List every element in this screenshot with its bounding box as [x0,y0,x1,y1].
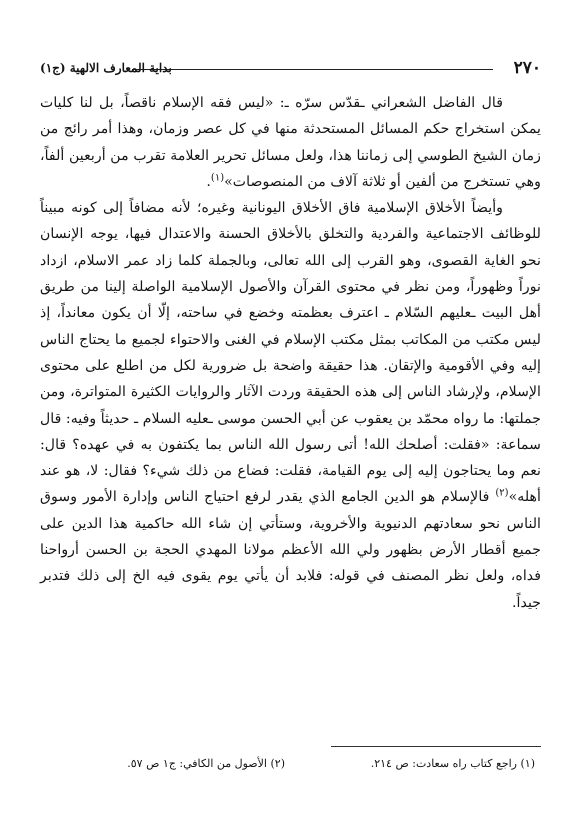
running-title: بداية المعارف الالهية (ج١) [40,61,172,75]
header-rule [132,69,493,70]
page-number: ٢٧٠ [513,58,541,78]
footnotes [40,754,541,778]
paragraph-text: قال الفاضل الشعراني ـقدّس سرّه ـ: «ليس فقه الإسلام ناقصاً، بل لنا كليات يمكن استخراج حكم المسائل المستحدثة منها في كل عصر وزمان، وهذا أمر رائج من زمان الشيخ الطوسي إلى زماننا هذا، ولعل مسائل تحرير العلامة تقرب من أربعين ألفاً، وهي تستخرج من ألفين أو ثلاثة آلاف من المنصوصات» [40,95,541,190]
footnote-1: (١) راجع كتاب راه سعادت: ص ٢١٤. [370,757,535,770]
paragraph-text: فالإسلام هو الدين الجامع الذي يقدر لرفع احتياج الناس وإدارة الأمور وسوق الناس نحو سعادتهم الدنيوية والأخروية، وستأتي إن شاء الله حاكمية هذا الدين على جميع أقطار الأرض بظهور ولي الله الأعظم مولانا المهدي الحجة بن الحسن أرواحنا فداه، ولعل نظر المصنف في قوله: فلابد أن يأتي يوم يقوى فيه الخ إلى ذلك فتدبر جيداً. [40,489,541,611]
paragraph [40,195,541,616]
paragraph-text: . [206,173,211,190]
footnote-reference[interactable]: (١) [210,172,225,184]
footnote-separator [331,746,541,747]
book-page [40,56,541,796]
footnote-2: (٢) الأصول من الكافي: ج١ ص ٥٧. [127,757,285,770]
footnote-reference[interactable]: (٢) [495,487,509,499]
main-text [40,90,541,616]
paragraph-text: وأيضاً الأخلاق الإسلامية فاق الأخلاق اليونانية وغيره؛ لأنه مضافاً إلى كونه مبيناً للوظائف الاجتماعية والفردية والتخلق بالأخلاق الحسنة والاعتدال فيها، يوجه الإنسان نحو الغاية القصوى، وهو القرب إلى الله تعالى، وبالجملة كلما زاد عمر الاسلام، ازداد نوراً وظهوراً، ومن نظر في محتوى القرآن والأصول الإسلامية الواصلة إلينا من طريق أهل البيت ـعليهم السّلام ـ اعترف بعظمته وخضع في ساحته، إلّا أن يكون معانداً، إذ ليس مكتب من المكاتب بمثل مكتب الإسلام في الغنى والاحتواء لجميع ما يحتاج الناس إليه وفي الأقومية والإتقان. هذا حقيقة واضحة بل ضرورية لكل من اطلع على محتوى الإسلام، ولإرشاد الناس إلى هذه الحقيقة وردت الآثار والروايات الكثيرة المتواترة، ومن جملتها: ما رواه محمّد بن يعقوب عن أبي الحسن موسى ـعليه السلام ـ حديثاً وفيه: قال سماعة: «فقلت: أصلحك الله! أتى رسول الله الناس بما يكتفون به في عهده؟ قال: نعم وما يحتاجون إليه إلى يوم القيامة، فقلت: فضاع من ذلك شيء؟ فقال: لا، هو عند أهله» [40,200,541,506]
paragraph [40,90,541,195]
running-head [40,56,541,80]
